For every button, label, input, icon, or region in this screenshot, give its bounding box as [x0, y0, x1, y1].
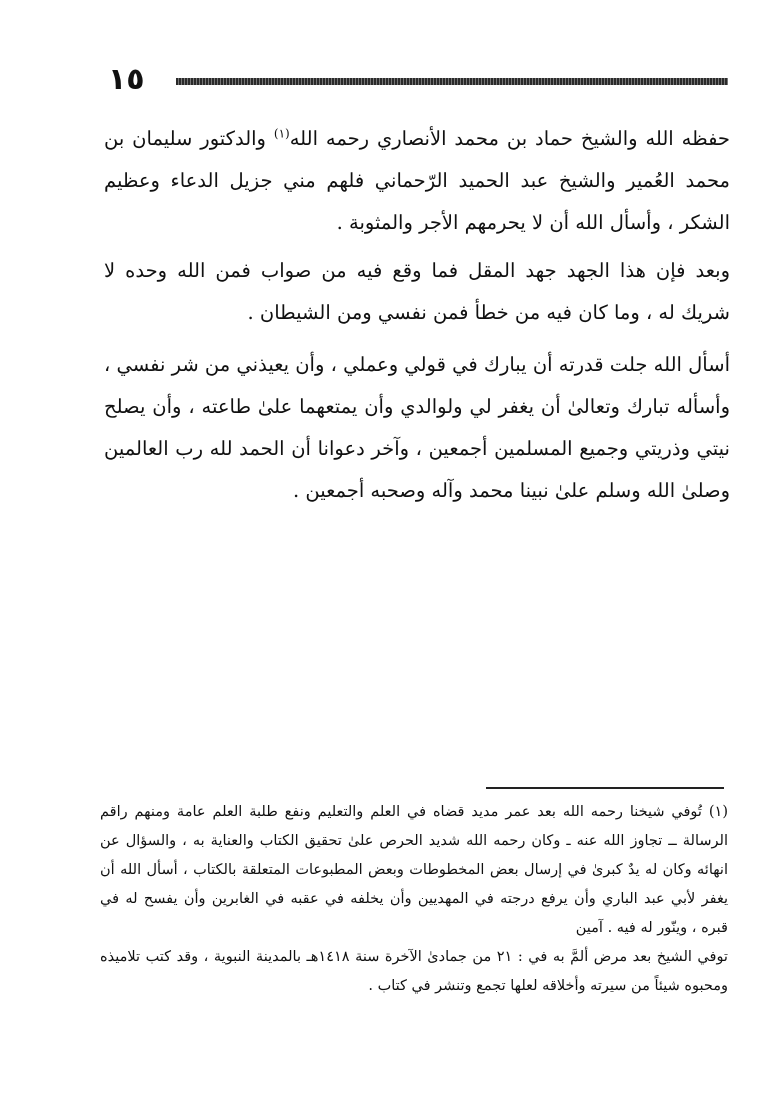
paragraph-humility: وبعد فإن هذا الجهد جهد المقل فما وقع فيه من صواب فمن الله وحده لا شريك له ، وما كان فيه من خطأ فمن نفسي ومن الشيطان . [104, 259, 730, 324]
footnote-divider [486, 787, 724, 789]
page-header [108, 62, 728, 98]
paragraph-text: حفظه الله والشيخ حماد بن محمد الأنصاري رحمه الله [289, 127, 730, 150]
footnote-1-continued: توفي الشيخ بعد مرض ألمَّ به في : ٢١ من جمادىٰ الآخرة سنة ١٤١٨هـ بالمدينة النبوية ، وقد كتب تلاميذه ومحبوه شيئاً من سيرته وأخلاقه لعلها تجمع وتنشر في كتاب . [100, 949, 728, 994]
main-text [104, 118, 730, 522]
paragraph-text: والدكتور سليمان بن محمد العُمير والشيخ عبد الحميد الرّحماني فلهم مني جزيل الدعاء وعظيم الشكر ، وأسأل الله أن لا يحرمهم الأجر والمثوبة . [104, 127, 730, 234]
footnote-1: (١) تُوفي شيخنا رحمه الله بعد عمر مديد قضاه في العلم والتعليم ونفع طلبة العلم عامة ومنهم راقم الرسالة ــ تجاوز الله عنه ـ وكان رحمه الله شديد الحرص علىٰ تحقيق الكتاب والعناية به ، والسؤال عن انهائه وكان له يدٌ كبرىٰ في إرسال بعض المخطوطات وبعض المطبوعات المتعلقة بالكتاب ، أسأل الله أن يغفر لأبي عبد الباري وأن يرفع درجته في المهديين وأن يخلفه في عقبه في الغابرين وأن يفسح له في قبره ، وينّور له فيه . آمين [100, 804, 728, 936]
page-number: ١٥ [108, 62, 145, 97]
paragraph-acknowledgement [104, 118, 730, 244]
header-rule [176, 78, 728, 85]
footnote-reference: (١) [273, 126, 290, 141]
paragraph-supplication: أسأل الله جلت قدرته أن يبارك في قولي وعملي ، وأن يعيذني من شر نفسي ، وأسأله تبارك وتعالىٰ أن يغفر لي ولوالدي وأن يمتعهما علىٰ طاعته ، وأن يصلح نيتي وذريتي وجميع المسلمين أجمعين ، وآخر دعوانا أن الحمد لله رب العالمين وصلىٰ الله وسلم علىٰ نبينا محمد وآله وصحبه أجمعين . [103, 353, 730, 502]
footnotes [100, 798, 728, 1001]
